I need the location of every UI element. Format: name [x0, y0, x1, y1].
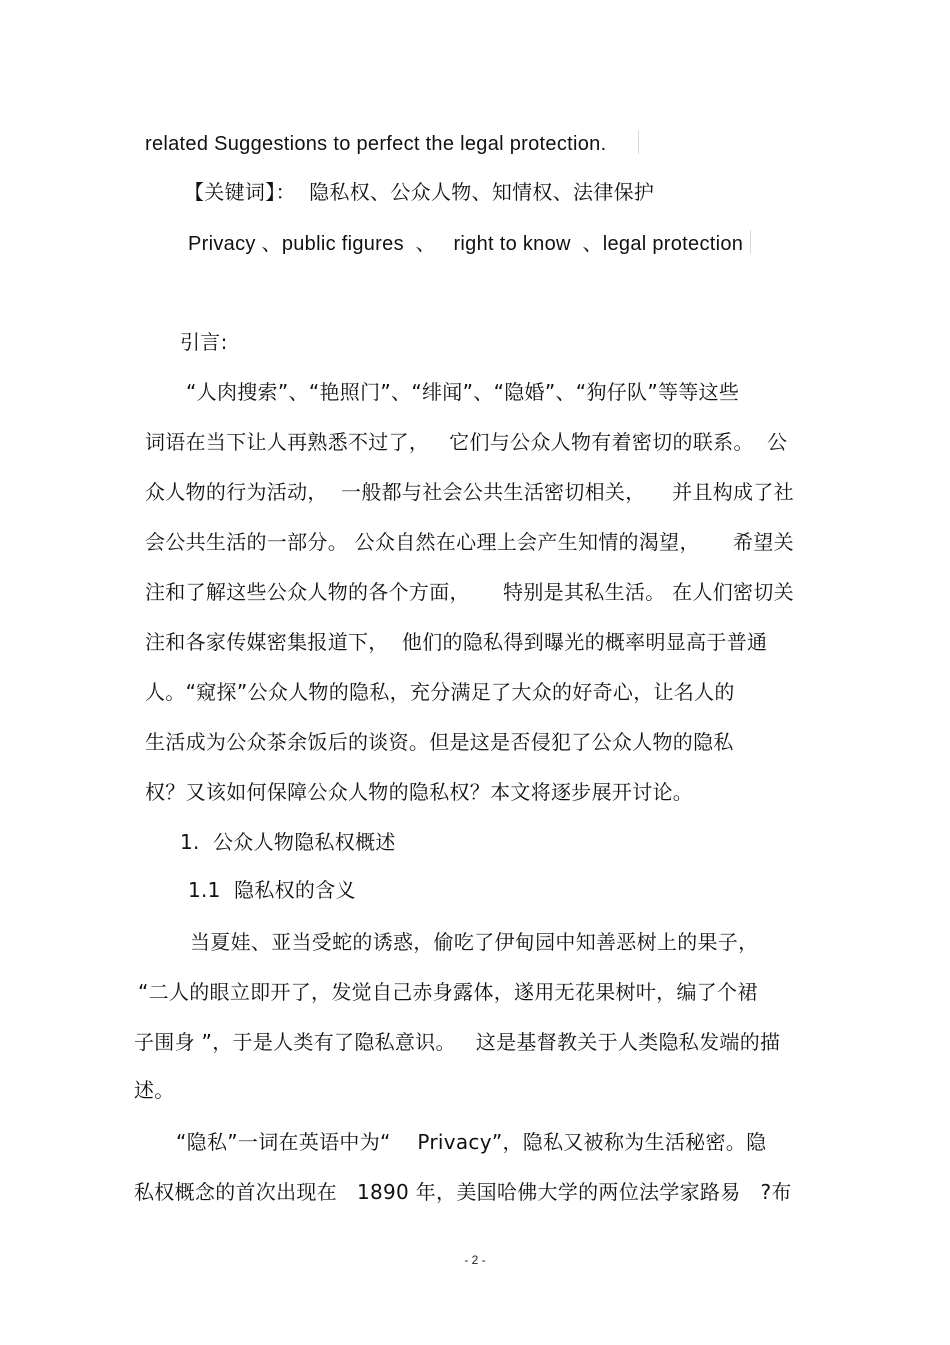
page-number: - 2 - — [464, 1253, 486, 1267]
intro-line: 词语在当下让人再熟悉不过了， 它们与公众人物有着密切的联系。 公 — [145, 430, 788, 454]
intro-line: “人肉搜索”、“艳照门”、“绯闻”、“隐婚”、“狗仔队”等等这些 — [186, 380, 740, 404]
text-cursor-bar — [638, 130, 639, 154]
privacy-paragraph-line: 私权概念的首次出现在 1890 年，美国哈佛大学的两位法学家路易 ?布 — [134, 1180, 792, 1204]
intro-line: 生活成为公众茶余饭后的谈资。但是这是否侵犯了公众人物的隐私 — [145, 730, 734, 754]
eden-paragraph-line: 述。 — [134, 1078, 175, 1102]
eden-paragraph-line: 子围身 ”，于是人类有了隐私意识。 这是基督教关于人类隐私发端的描 — [134, 1030, 781, 1054]
intro-line: 众人物的行为活动， 一般都与社会公共生活密切相关， 并且构成了社 — [145, 480, 794, 504]
privacy-paragraph-line: “隐私”一词在英语中为“ Privacy”，隐私又被称为生活秘密。隐 — [176, 1130, 767, 1154]
intro-line: 会公共生活的一部分。 公众自然在心理上会产生知情的渴望， 希望关 — [145, 530, 794, 554]
intro-line: 人。“窥探”公众人物的隐私，充分满足了大众的好奇心，让名人的 — [145, 680, 735, 704]
text-cursor-bar-2 — [750, 230, 751, 254]
keywords-chinese: 【关键词】： 隐私权、公众人物、知情权、法律保护 — [184, 180, 655, 204]
intro-line: 注和各家传媒密集报道下， 他们的隐私得到曝光的概率明显高于普通 — [145, 630, 768, 654]
abstract-tail: related Suggestions to perfect the legal protection. — [145, 133, 607, 155]
intro-line: 注和了解这些公众人物的各个方面， 特别是其私生活。 在人们密切关 — [145, 580, 794, 604]
section-1-1-title: 1.1 隐私权的含义 — [188, 878, 356, 902]
intro-heading: 引言: — [180, 330, 228, 354]
intro-line: 权？又该如何保障公众人物的隐私权？本文将逐步展开讨论。 — [145, 780, 694, 804]
section-1-title: 1. 公众人物隐私权概述 — [180, 830, 396, 854]
keywords-english: Privacy 、public figures 、 right to know 、legal protection — [188, 233, 744, 255]
eden-paragraph-line: “二人的眼立即开了，发觉自己赤身露体，遂用无花果树叶，编了个裙 — [138, 980, 758, 1004]
eden-paragraph-line: 当夏娃、亚当受蛇的诱惑，偷吃了伊甸园中知善恶树上的果子， — [190, 930, 759, 954]
